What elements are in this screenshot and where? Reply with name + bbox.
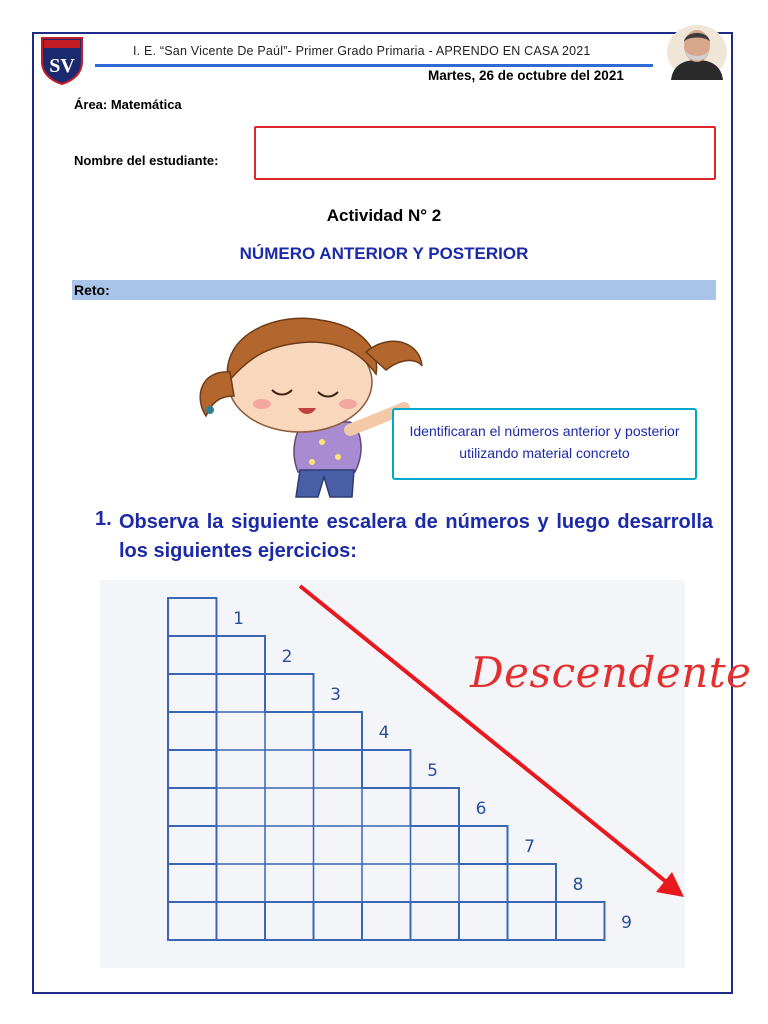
staircase-number: 2 [281,647,293,667]
student-name-label: Nombre del estudiante: [74,153,219,168]
number-staircase [100,580,690,970]
staircase-number: 1 [233,609,244,629]
activity-subtitle: NÚMERO ANTERIOR Y POSTERIOR [239,244,529,263]
school-header-line: I. E. “San Vicente De Paúl”- Primer Grado Primaria - APRENDO EN CASA 2021 [133,44,591,58]
school-logo [38,34,86,86]
area-label: Área: Matemática [74,97,182,112]
speech-box: Identificaran el números anterior y posterior utilizando material concreto [392,408,697,480]
staircase-number: 9 [621,913,632,933]
staircase-number: 3 [330,685,341,705]
descendente-label: Descendente [470,648,752,697]
activity-title: Actividad N° 2 [326,206,442,225]
saint-portrait [665,24,729,80]
staircase-number: 8 [572,875,584,895]
header-divider [95,64,653,67]
date-text: Martes, 26 de octubre del 2021 [428,68,624,83]
student-name-field[interactable] [254,126,716,180]
staircase-number: 4 [378,723,390,743]
staircase-number: 7 [524,837,535,857]
logo-text: SV [49,55,75,77]
staircase-number: 6 [475,799,487,819]
staircase-number: 5 [427,761,438,781]
instruction-text: Observa la siguiente escalera de números y luego desarrolla los siguientes ejercicios: [119,511,713,562]
instruction-number: 1. [95,508,112,530]
reto-bar: Reto: [72,280,716,300]
